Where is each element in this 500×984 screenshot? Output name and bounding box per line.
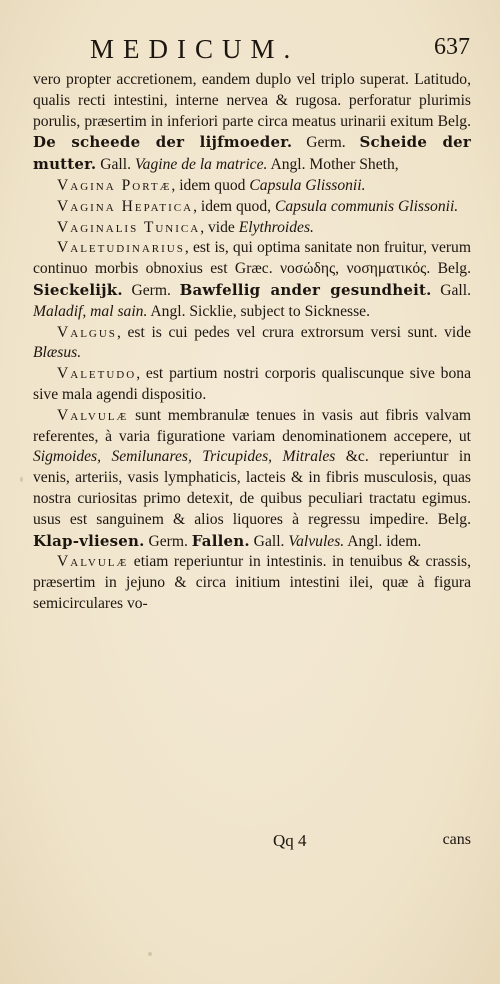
italic-term: Blæsus. xyxy=(33,344,82,362)
text-run: sunt membranulæ tenues in vasis aut fibris valvam referentes, à varia figuratione variam denominationem accepere, ut xyxy=(33,406,471,445)
italic-term: Capsula communis Glissonii. xyxy=(274,197,459,215)
text-run: , est partium nostri corporis qualiscunque sive bona sive mala agendi dispositio. xyxy=(33,365,471,403)
paper-spot xyxy=(20,477,23,482)
blackletter-term: De scheede der lijfmoeder. xyxy=(33,133,293,152)
dictionary-text xyxy=(33,70,471,615)
italic-term: Vagine de la matrice. xyxy=(134,156,268,174)
page-header xyxy=(70,34,470,64)
blackletter-term: Sieckelijk. xyxy=(33,280,123,299)
text-run: Gall. xyxy=(431,281,472,299)
italic-term: Valvules. xyxy=(288,532,345,550)
text-run: Angl. Mother Sheth, xyxy=(267,156,399,174)
text-run: Germ. xyxy=(292,134,360,152)
italic-term: Maladif, mal sain. xyxy=(33,302,148,320)
text-run: , idem quod, xyxy=(193,197,275,215)
text-run: , vide xyxy=(200,218,239,236)
dictionary-entry xyxy=(33,552,471,614)
headword: Vagina Hepatica xyxy=(57,197,194,215)
italic-term: Capsula Glissonii. xyxy=(249,176,366,194)
text-run: Germ. xyxy=(144,532,192,550)
signature-mark: Qq 4 xyxy=(273,831,307,850)
text-run: , est is cui pedes vel crura extrorsum versi sunt. vide xyxy=(116,323,471,341)
dictionary-entry xyxy=(33,364,471,406)
dictionary-entry xyxy=(33,238,471,322)
italic-term: Elythroides. xyxy=(238,218,314,236)
text-run: Gall. xyxy=(249,532,289,550)
text-run: , idem quod xyxy=(171,176,250,194)
headword: Valetudinarius xyxy=(57,239,185,257)
blackletter-term: Scheide der mutter. xyxy=(33,133,471,174)
text-run: Germ. xyxy=(122,281,180,299)
text-run: , est is, qui optima sanitate non fruitur, verum continuo morbis obnoxius est Græc. νοσώδης, νοσηματικός. Belg. xyxy=(33,239,471,278)
headword: Valgus xyxy=(57,323,117,341)
headword: Valvulæ xyxy=(57,406,129,424)
continued-paragraph xyxy=(33,70,471,176)
text-run: Angl. idem. xyxy=(344,532,422,550)
blackletter-term: Klap-vliesen. xyxy=(33,531,145,550)
dictionary-entry xyxy=(33,218,471,239)
italic-term: Sigmoides, Semilunares, Tricupides, Mitrales xyxy=(33,448,336,466)
running-title: MEDICUM. xyxy=(90,34,300,64)
catchword: cans xyxy=(442,831,471,848)
text-run: Gall. xyxy=(96,156,135,174)
dictionary-entry xyxy=(33,197,471,218)
headword: Vaginalis Tunica xyxy=(57,218,201,236)
blackletter-term: Fallen. xyxy=(191,531,250,550)
dictionary-entry xyxy=(33,176,471,197)
page-footer xyxy=(33,831,471,855)
paper-spot xyxy=(148,952,152,956)
text-run: Angl. Sicklie, subject to Sicknesse. xyxy=(147,302,370,320)
text-run: vero propter accretionem, eandem duplo vel triplo superat. Latitudo, qualis recti intestini, interne nervea & rugosa. perforatur plurimis porulis, præsertim in inferiori parte circa meatus urinarii exitum Belg. xyxy=(33,71,471,130)
dictionary-entry xyxy=(33,323,471,365)
blackletter-term: Bawfellig ander gesundheit. xyxy=(179,280,432,299)
text-run: &c. reperiuntur in venis, arteriis, vasis lymphaticis, lacteis & in fibris musculosis, quas nostra curiositas primo detexit, de quibus peculiari tractatu egimus. usus est sanguinem & alios liquores à regressu impedire. Belg. xyxy=(33,448,471,528)
dictionary-entry xyxy=(33,406,471,553)
text-run: etiam reperiuntur in intestinis. in tenuibus & crassis, præsertim in jejuno & circa initium intestini ilei, quæ à figura semicirculares vo- xyxy=(33,553,471,612)
headword: Valvulæ xyxy=(57,553,129,571)
page-number: 637 xyxy=(434,34,470,60)
headword: Vagina Portæ xyxy=(57,176,172,194)
headword: Valetudo xyxy=(57,365,137,383)
